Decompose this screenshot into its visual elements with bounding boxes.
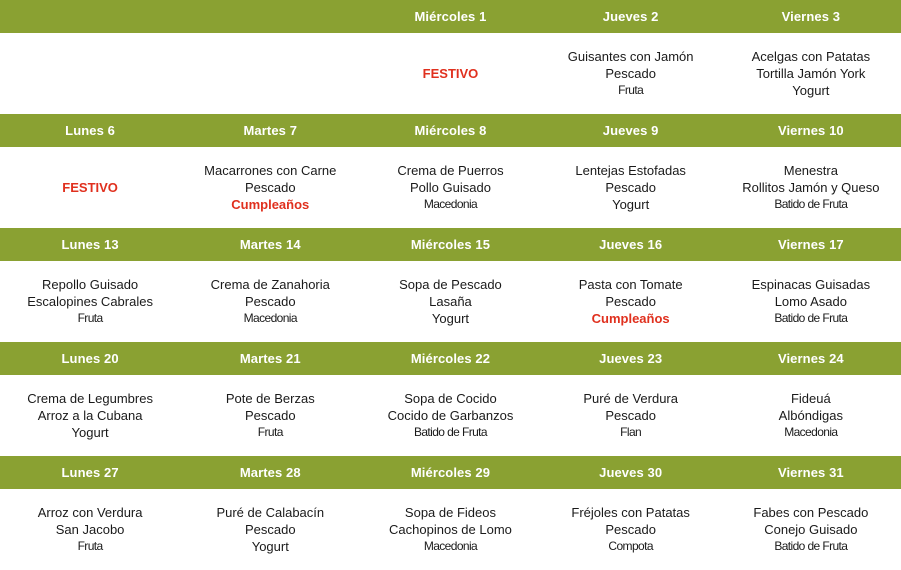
day-cell [180, 489, 360, 570]
second-course: Lasaña [429, 294, 472, 309]
day-label: Miércoles 1 [414, 9, 487, 24]
day-cell [180, 261, 360, 342]
day-label: Viernes 3 [781, 9, 841, 24]
first-course: Pote de Berzas [225, 391, 315, 406]
day-cell [180, 375, 360, 456]
first-course: Fabes con Pescado [753, 505, 869, 520]
week-body [0, 375, 901, 456]
birthday-label: Cumpleaños [591, 311, 670, 326]
first-course: Sopa de Fideos [404, 505, 496, 520]
second-course: Rollitos Jamón y Queso [742, 180, 880, 195]
dessert: Batido de Fruta [774, 311, 848, 325]
day-cell [721, 489, 901, 570]
first-course: Sopa de Cocido [404, 391, 497, 406]
day-cell [721, 261, 901, 342]
day-label [180, 0, 360, 33]
day-cell [541, 33, 721, 114]
second-course: Pescado [244, 408, 296, 423]
first-course: Repollo Guisado [42, 277, 139, 292]
day-label: Jueves 9 [602, 123, 659, 138]
first-course: Guisantes con Jamón [567, 49, 694, 64]
second-course: Pescado [605, 180, 656, 195]
day-cell [541, 375, 721, 456]
holiday-label: FESTIVO [62, 180, 118, 195]
second-course: Pescado [244, 294, 296, 309]
day-label: Miércoles 15 [410, 237, 491, 252]
day-label: Miércoles 22 [410, 351, 491, 366]
day-label: Miércoles 29 [410, 465, 491, 480]
second-course: Pescado [244, 180, 296, 195]
day-label: Jueves 23 [599, 351, 663, 366]
day-cell [721, 147, 901, 228]
day-cell [0, 261, 180, 342]
day-label: Miércoles 8 [414, 123, 487, 138]
day-label: Lunes 13 [61, 237, 119, 252]
week-body [0, 489, 901, 570]
day-label: Martes 21 [239, 351, 301, 366]
day-label: Viernes 10 [777, 123, 844, 138]
first-course: Fréjoles con Patatas [571, 505, 690, 520]
dessert: Fruta [257, 425, 283, 439]
day-label: Viernes 17 [777, 237, 844, 252]
dessert: Flan [620, 425, 642, 439]
week-header [0, 114, 901, 147]
dessert: Macedonia [784, 425, 838, 439]
day-cell [360, 147, 540, 228]
day-cell [180, 147, 360, 228]
day-cell [721, 375, 901, 456]
second-course: Pescado [605, 408, 656, 423]
day-label: Martes 7 [243, 123, 298, 138]
dessert: Fruta [77, 311, 103, 325]
day-cell-empty [0, 33, 180, 114]
dessert: Macedonia [423, 197, 478, 211]
day-cell [541, 261, 721, 342]
second-course: Albóndigas [778, 408, 843, 423]
first-course: Espinacas Guisadas [751, 277, 871, 292]
day-cell [0, 375, 180, 456]
first-course: Crema de Zanahoria [210, 277, 330, 292]
day-label: Martes 28 [239, 465, 301, 480]
week-body [0, 33, 901, 114]
second-course: Arroz a la Cubana [37, 408, 143, 423]
week-body [0, 261, 901, 342]
day-cell [541, 147, 721, 228]
day-cell [0, 489, 180, 570]
day-label: Jueves 30 [599, 465, 663, 480]
first-course: Sopa de Pescado [399, 277, 502, 292]
first-course: Crema de Legumbres [27, 391, 153, 406]
week-body [0, 147, 901, 228]
dessert: Yogurt [792, 83, 830, 98]
day-label: Viernes 31 [777, 465, 844, 480]
dessert: Batido de Fruta [774, 539, 848, 553]
day-label: Jueves 2 [602, 9, 659, 24]
dessert: Macedonia [243, 311, 297, 325]
first-course: Macarrones con Carne [204, 163, 337, 178]
day-cell [360, 261, 540, 342]
second-course: Pescado [605, 294, 656, 309]
day-label: Lunes 6 [65, 123, 115, 138]
dessert: Yogurt [71, 425, 109, 440]
first-course: Puré de Calabacín [216, 505, 325, 520]
dessert: Compota [608, 539, 653, 553]
dessert: Yogurt [431, 311, 470, 326]
first-course: Fideuá [790, 391, 831, 406]
second-course: Escalopines Cabrales [27, 294, 153, 309]
day-cell [360, 33, 540, 114]
day-label [0, 0, 180, 33]
dessert: Fruta [618, 83, 644, 97]
day-label: Jueves 16 [599, 237, 663, 252]
first-course: Menestra [783, 163, 838, 178]
day-label: Lunes 20 [61, 351, 119, 366]
first-course: Puré de Verdura [583, 391, 678, 406]
day-label: Lunes 27 [61, 465, 119, 480]
second-course: Pescado [605, 522, 656, 537]
first-course: Arroz con Verdura [37, 505, 143, 520]
dessert: Fruta [77, 539, 103, 553]
dessert: Batido de Fruta [413, 425, 487, 439]
week-header [0, 456, 901, 489]
week-header [0, 342, 901, 375]
day-cell [0, 147, 180, 228]
day-cell [360, 489, 540, 570]
dessert: Macedonia [423, 539, 478, 553]
day-label: Viernes 24 [777, 351, 844, 366]
birthday-label: Cumpleaños [231, 197, 310, 212]
second-course: Lomo Asado [774, 294, 847, 309]
day-cell [721, 33, 901, 114]
day-cell [541, 489, 721, 570]
first-course: Acelgas con Patatas [751, 49, 871, 64]
week-header [0, 0, 901, 33]
first-course: Crema de Puerros [397, 163, 504, 178]
first-course: Lentejas Estofadas [575, 163, 686, 178]
dessert: Yogurt [612, 197, 650, 212]
day-label: Martes 14 [239, 237, 301, 252]
second-course: Pollo Guisado [409, 180, 491, 195]
day-cell-empty [180, 33, 360, 114]
dessert: Yogurt [251, 539, 289, 554]
second-course: Tortilla Jamón York [756, 66, 866, 81]
dessert: Batido de Fruta [774, 197, 848, 211]
second-course: Cachopinos de Lomo [389, 522, 512, 537]
second-course: San Jacobo [55, 522, 125, 537]
second-course: Pescado [244, 522, 296, 537]
first-course: Pasta con Tomate [578, 277, 683, 292]
second-course: Pescado [605, 66, 656, 81]
second-course: Conejo Guisado [764, 522, 858, 537]
second-course: Cocido de Garbanzos [387, 408, 514, 423]
week-header [0, 228, 901, 261]
holiday-label: FESTIVO [422, 66, 479, 81]
day-cell [360, 375, 540, 456]
